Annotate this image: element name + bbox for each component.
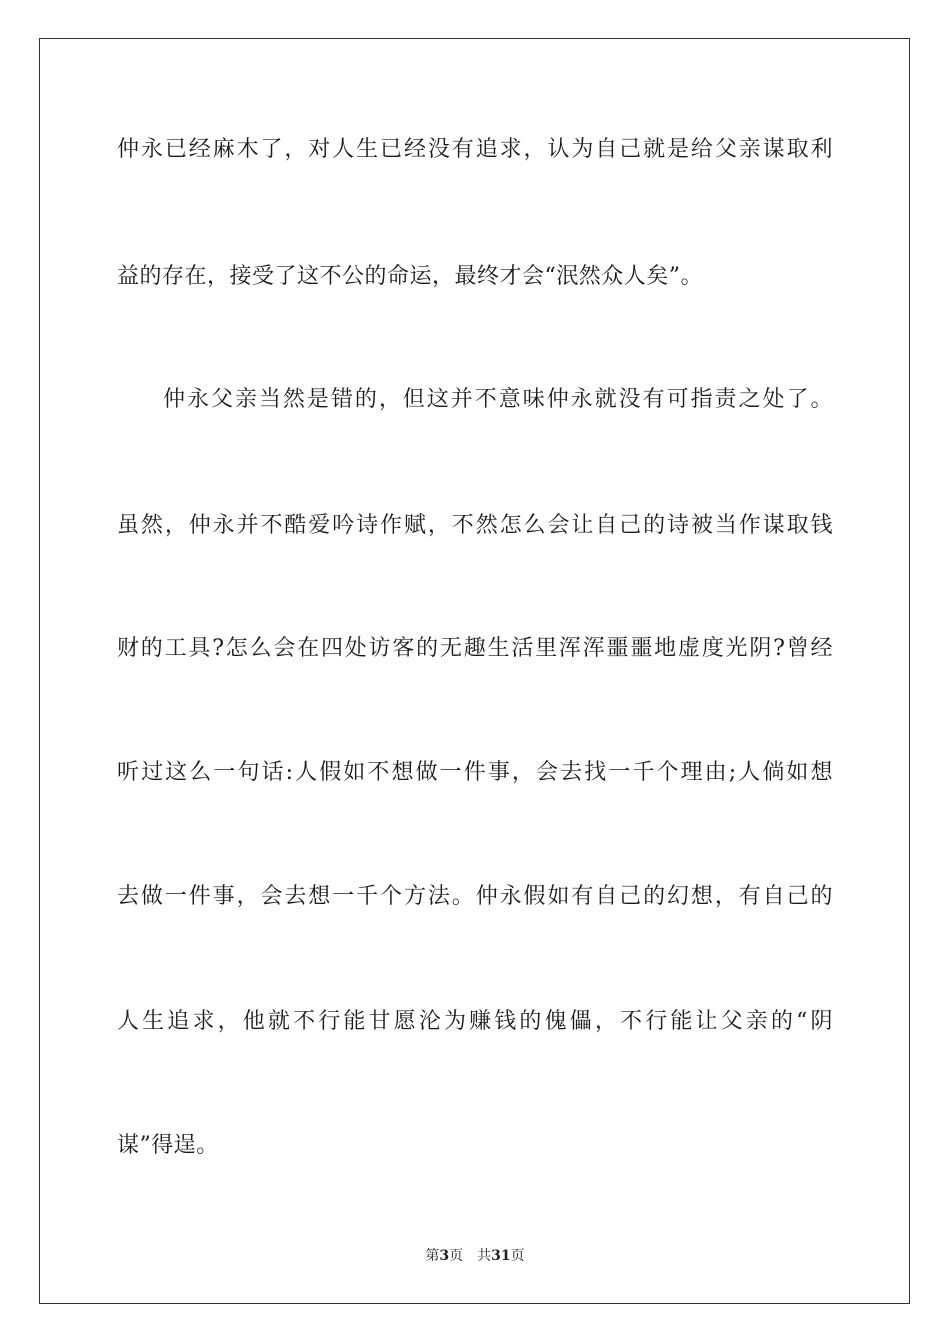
body-line-7: 去做一件事，会去想一千个方法。仲永假如有自己的幻想，有自己的 [117,884,833,909]
footer-total-prefix: 共 [477,1248,492,1264]
footer-total-pages: 31 [491,1248,511,1264]
body-line-3-paragraph-start: 仲永父亲当然是错的，但这并不意味仲永就没有可指责之处了。 [163,387,833,412]
footer-page-suffix: 页 [449,1248,464,1264]
body-line-9: 谋”得逞。 [117,1133,219,1158]
page-footer [0,1247,950,1265]
footer-page-number: 3 [439,1248,450,1264]
body-line-4: 虽然，仲永并不酷爱吟诗作赋，不然怎么会让自己的诗被当作谋取钱 [117,513,833,538]
footer-total-suffix: 页 [510,1248,525,1264]
body-line-1: 仲永已经麻木了，对人生已经没有追求，认为自己就是给父亲谋取利 [117,137,833,162]
body-line-2: 益的存在，接受了这不公的命运，最终才会“泯然众人矣”。 [117,264,703,289]
page-border [39,38,910,1304]
body-line-8: 人生追求，他就不行能甘愿沦为赚钱的傀儡，不行能让父亲的“阴 [117,1009,833,1034]
footer-page-prefix: 第 [425,1248,440,1264]
body-line-5: 财的工具?怎么会在四处访客的无趣生活里浑浑噩噩地虚度光阴?曾经 [117,636,833,661]
body-line-6: 听过这么一句话:人假如不想做一件事，会去找一千个理由;人倘如想 [117,760,833,785]
